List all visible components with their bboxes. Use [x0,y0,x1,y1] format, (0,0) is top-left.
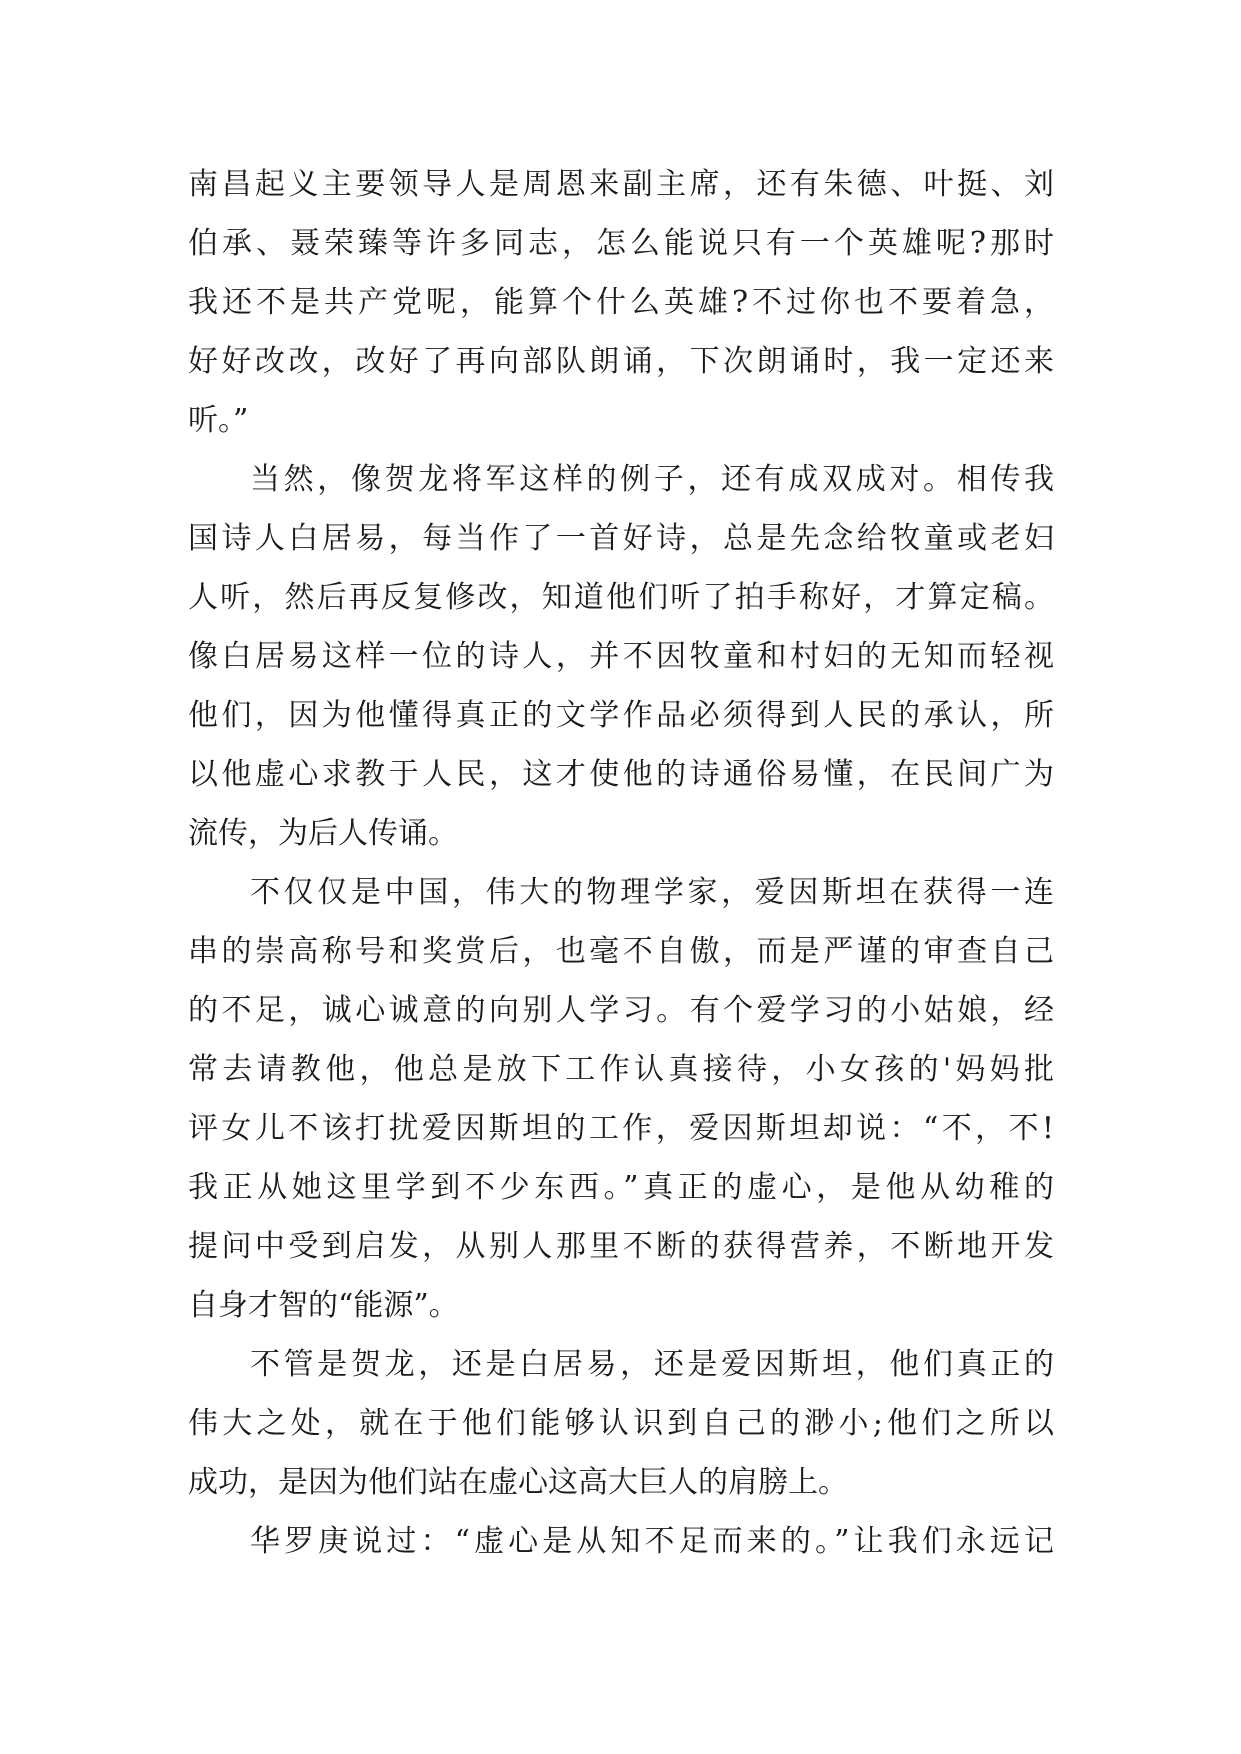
text-line: 提问中受到启发，从别人那里不断的获得营养，不断地开发 [188,1229,1054,1264]
text-line: 好好改改，改好了再向部队朗诵，下次朗诵时，我一定还来 [188,344,1054,379]
text-line: 自身才智的“能源”。 [188,1288,459,1323]
paragraph-3 [188,863,1054,1335]
text-line: 伯承、聂荣臻等许多同志，怎么能说只有一个英雄呢?那时 [188,226,1054,261]
text-line: 南昌起义主要领导人是周恩来副主席，还有朱德、叶挺、刘 [188,167,1054,202]
text-line: 我还不是共产党呢，能算个什么英雄?不过你也不要着急， [188,285,1054,320]
text-line: 他们，因为他懂得真正的文学作品必须得到人民的承认，所 [188,698,1054,733]
document-body [188,155,1054,1571]
text-line: 国诗人白居易，每当作了一首好诗，总是先念给牧童或老妇 [188,521,1054,556]
text-line: 人听，然后再反复修改，知道他们听了拍手称好，才算定稿。 [188,580,1054,615]
text-line: 串的崇高称号和奖赏后，也毫不自傲，而是严谨的审查自己 [188,934,1054,969]
text-line: 不管是贺龙，还是白居易，还是爱因斯坦，他们真正的 [250,1347,1054,1382]
text-line: 常去请教他，他总是放下工作认真接待，小女孩的'妈妈批 [188,1052,1054,1087]
text-line: 不仅仅是中国，伟大的物理学家，爱因斯坦在获得一连 [250,875,1054,910]
paragraph-1 [188,155,1054,450]
text-line: 华罗庚说过：“虚心是从知不足而来的。”让我们永远记 [250,1524,1054,1559]
paragraph-4 [188,1335,1054,1512]
text-line: 伟大之处，就在于他们能够认识到自己的渺小;他们之所以 [188,1406,1054,1441]
text-line: 当然，像贺龙将军这样的例子，还有成双成对。相传我 [250,462,1054,497]
paragraph-5 [188,1512,1054,1571]
text-line: 像白居易这样一位的诗人，并不因牧童和村妇的无知而轻视 [188,639,1054,674]
text-line: 流传，为后人传诵。 [188,816,458,851]
text-line: 听。” [188,403,249,438]
text-line: 评女儿不该打扰爱因斯坦的工作，爱因斯坦却说：“不，不! [188,1111,1054,1146]
text-line: 以他虚心求教于人民，这才使他的诗通俗易懂，在民间广为 [188,757,1054,792]
text-line: 我正从她这里学到不少东西。”真正的虚心，是他从幼稚的 [188,1170,1054,1205]
paragraph-2 [188,450,1054,863]
text-line: 的不足，诚心诚意的向别人学习。有个爱学习的小姑娘，经 [188,993,1054,1028]
text-line: 成功，是因为他们站在虚心这高大巨人的肩膀上。 [188,1465,848,1500]
